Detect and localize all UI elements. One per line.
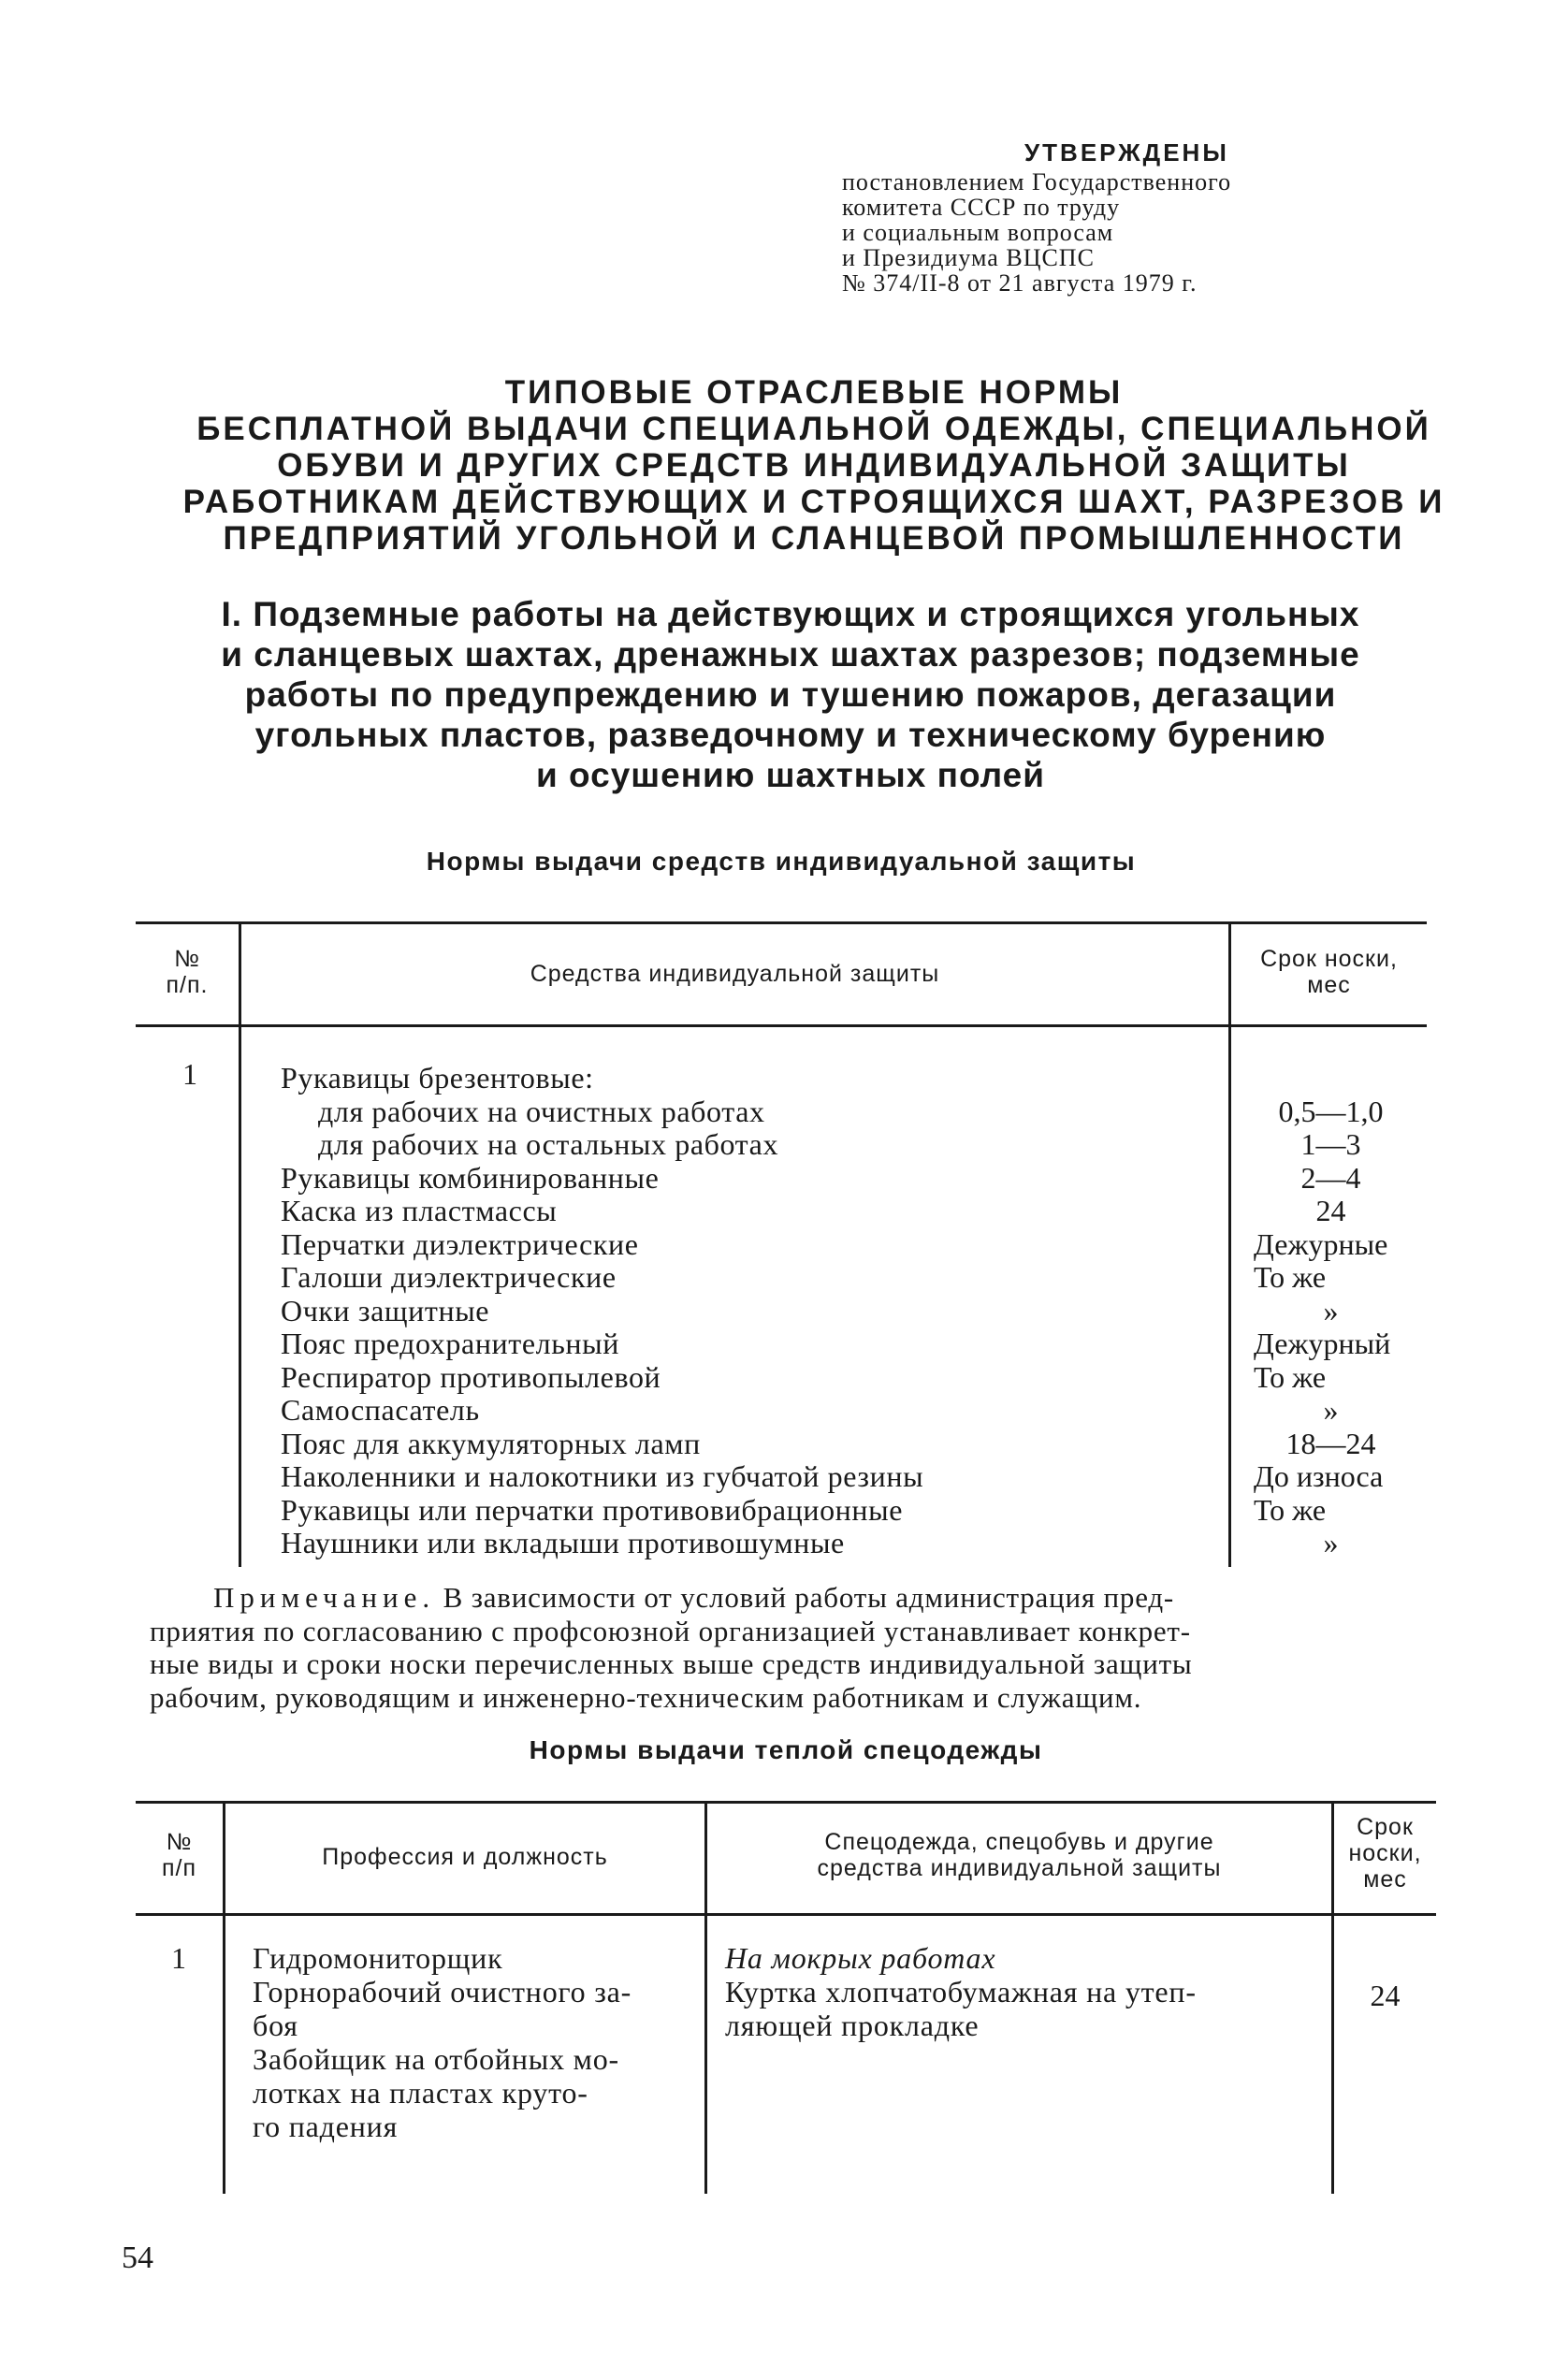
ppe-item: Галоши диэлектрические	[281, 1260, 617, 1294]
ppe-item: Рукавицы комбинированные	[281, 1160, 660, 1195]
section-line: работы по предупреждению и тушению пожаров, дегазации	[244, 675, 1337, 714]
header-items-line: Спецодежда, спецобувь и другие	[824, 1829, 1214, 1855]
header-term-line: носки,	[1348, 1840, 1422, 1866]
ppe-term: То же	[1254, 1359, 1327, 1394]
profession: Забойщик на отбойных мо-	[253, 2042, 619, 2076]
section-line: и осушению шахтных полей	[536, 756, 1045, 794]
ppe-item: Наушники или вкладыши противошумные	[281, 1526, 845, 1559]
header-num-line: №	[166, 1829, 193, 1855]
profession: Гидромониторщик	[253, 1941, 503, 1975]
ppe-term: То же	[1254, 1260, 1327, 1294]
row-number: 1	[182, 1057, 197, 1091]
title-line: ПРЕДПРИЯТИЙ УГОЛЬНОЙ И СЛАНЦЕВОЙ ПРОМЫШЛЕННОСТИ	[223, 520, 1405, 557]
header-items	[707, 1829, 1331, 1881]
ppe-item: для рабочих на остальных работах	[318, 1127, 779, 1161]
page-number: 54	[122, 2241, 153, 2275]
header-num	[136, 946, 239, 998]
ppe-term: 1—3	[1300, 1127, 1361, 1161]
title-line: ТИПОВЫЕ ОТРАСЛЕВЫЕ НОРМЫ	[504, 374, 1124, 411]
ppe-term: »	[1323, 1293, 1339, 1327]
note-line: рабочим, руководящим и инженерно-техническим работникам и служащим.	[150, 1680, 1142, 1714]
term-value: 24	[1370, 1979, 1401, 2012]
ppe-item: Пояс для аккумуляторных ламп	[281, 1426, 701, 1460]
profession: Горнорабочий очистного за-	[253, 1975, 632, 2009]
ppe-term	[1254, 1062, 1427, 1095]
document-title	[168, 374, 1459, 557]
note-line: ные виды и сроки носки перечисленных выше средств индивидуальной защиты	[150, 1647, 1193, 1680]
ppe-item: Рукавицы брезентовые:	[281, 1061, 594, 1095]
header-term	[1334, 1814, 1436, 1893]
header-num	[136, 1829, 223, 1881]
note-text: В зависимости от условий работы администрация пред-	[435, 1581, 1175, 1614]
ppe-item: Пояс предохранительный	[281, 1327, 619, 1360]
approval-line: и Президиума ВЦСПС	[842, 244, 1095, 271]
approval-line: и социальным вопросам	[842, 219, 1114, 246]
clothing-item: ляющей прокладке	[725, 2009, 980, 2042]
table-rule	[136, 1801, 1436, 1804]
title-line: ОБУВИ И ДРУГИХ СРЕДСТВ ИНДИВИДУАЛЬНОЙ ЗАЩИТЫ	[277, 447, 1351, 484]
header-num-line: п/п	[161, 1855, 197, 1881]
header-term-line: Срок носки,	[1260, 946, 1398, 972]
header-term-line: Срок	[1357, 1814, 1414, 1840]
ppe-item: Респиратор противопылевой	[281, 1359, 661, 1394]
ppe-term: 0,5—1,0	[1278, 1094, 1384, 1128]
row-number: 1	[171, 1941, 186, 1975]
ppe-item: Перчатки диэлектрические	[281, 1226, 639, 1261]
table-rule	[136, 1024, 1427, 1027]
header-term-line: мес	[1363, 1866, 1407, 1893]
warm-clothing-table	[136, 1801, 1436, 2194]
column-divider	[1228, 921, 1231, 1567]
note-label: Примечание.	[213, 1581, 436, 1614]
ppe-norms-table	[136, 921, 1427, 1576]
header-items-line: средства индивидуальной защиты	[817, 1855, 1222, 1881]
ppe-item: Наколенники и налокотники из губчатой резины	[281, 1459, 924, 1493]
section-heading	[164, 594, 1417, 795]
profession: лотках на пластах круто-	[253, 2076, 588, 2110]
note-line: приятия по согласованию с профсоюзной организацией устанавливает конкрет-	[150, 1614, 1191, 1647]
profession-list	[253, 1941, 692, 2143]
ppe-term: Дежурный	[1254, 1327, 1391, 1360]
approval-line: постановлением Государственного	[842, 168, 1232, 196]
note-paragraph	[150, 1581, 1436, 1714]
ppe-item: для рабочих на очистных работах	[318, 1094, 765, 1128]
header-term	[1231, 946, 1427, 998]
ppe-item: Очки защитные	[281, 1293, 490, 1327]
ppe-term: »	[1323, 1526, 1339, 1559]
ppe-term: 2—4	[1300, 1160, 1361, 1195]
header-profession: Профессия и должность	[322, 1844, 608, 1870]
header-num-line: №	[174, 946, 200, 972]
section-line: угольных пластов, разведочному и техническому бурению	[254, 716, 1327, 754]
ppe-item: Рукавицы или перчатки противовибрационные	[281, 1492, 904, 1527]
ppe-term: »	[1323, 1393, 1339, 1427]
approval-block	[842, 140, 1328, 296]
ppe-term: Дежурные	[1254, 1226, 1388, 1261]
header-item: Средства индивидуальной защиты	[530, 961, 940, 987]
title-line: БЕСПЛАТНОЙ ВЫДАЧИ СПЕЦИАЛЬНОЙ ОДЕЖДЫ, СПЕЦИАЛЬНОЙ	[196, 411, 1431, 447]
ppe-term: 18—24	[1285, 1426, 1376, 1460]
approval-line: комитета СССР по труду	[842, 194, 1121, 221]
work-condition: На мокрых работах	[725, 1941, 996, 1975]
ppe-item: Каска из пластмассы	[281, 1194, 558, 1227]
profession: боя	[253, 2009, 298, 2042]
header-term-line: мес	[1307, 972, 1351, 998]
items-cell	[725, 1941, 1324, 2042]
section-line: и сланцевых шахтах, дренажных шахтах разрезов; подземные	[221, 635, 1360, 674]
section-line: I. Подземные работы на действующих и строящихся угольных	[221, 595, 1360, 633]
profession: го падения	[253, 2110, 399, 2143]
note-line	[150, 1581, 1436, 1615]
table-rule	[136, 921, 1427, 924]
title-line: РАБОТНИКАМ ДЕЙСТВУЮЩИХ И СТРОЯЩИХСЯ ШАХТ, РАЗРЕЗОВ И	[182, 484, 1445, 520]
ppe-term: То же	[1254, 1492, 1327, 1527]
ppe-item: Самоспасатель	[281, 1393, 480, 1427]
table2-caption: Нормы выдачи теплой спецодежды	[529, 1735, 1043, 1764]
table1-caption: Нормы выдачи средств индивидуальной защиты	[426, 847, 1137, 876]
column-divider	[239, 921, 241, 1567]
ppe-term-list	[1254, 1062, 1427, 1560]
ppe-term: 24	[1315, 1194, 1346, 1227]
ppe-term: До износа	[1254, 1459, 1384, 1493]
approval-heading: УТВЕРЖДЕНЫ	[1024, 138, 1229, 167]
clothing-item: Куртка хлопчатобумажная на утеп-	[725, 1975, 1197, 2009]
ppe-item-list	[281, 1062, 1216, 1560]
approval-line: № 374/II-8 от 21 августа 1979 г.	[842, 269, 1198, 297]
header-num-line: п/п.	[166, 972, 209, 998]
table-rule	[136, 1913, 1436, 1916]
